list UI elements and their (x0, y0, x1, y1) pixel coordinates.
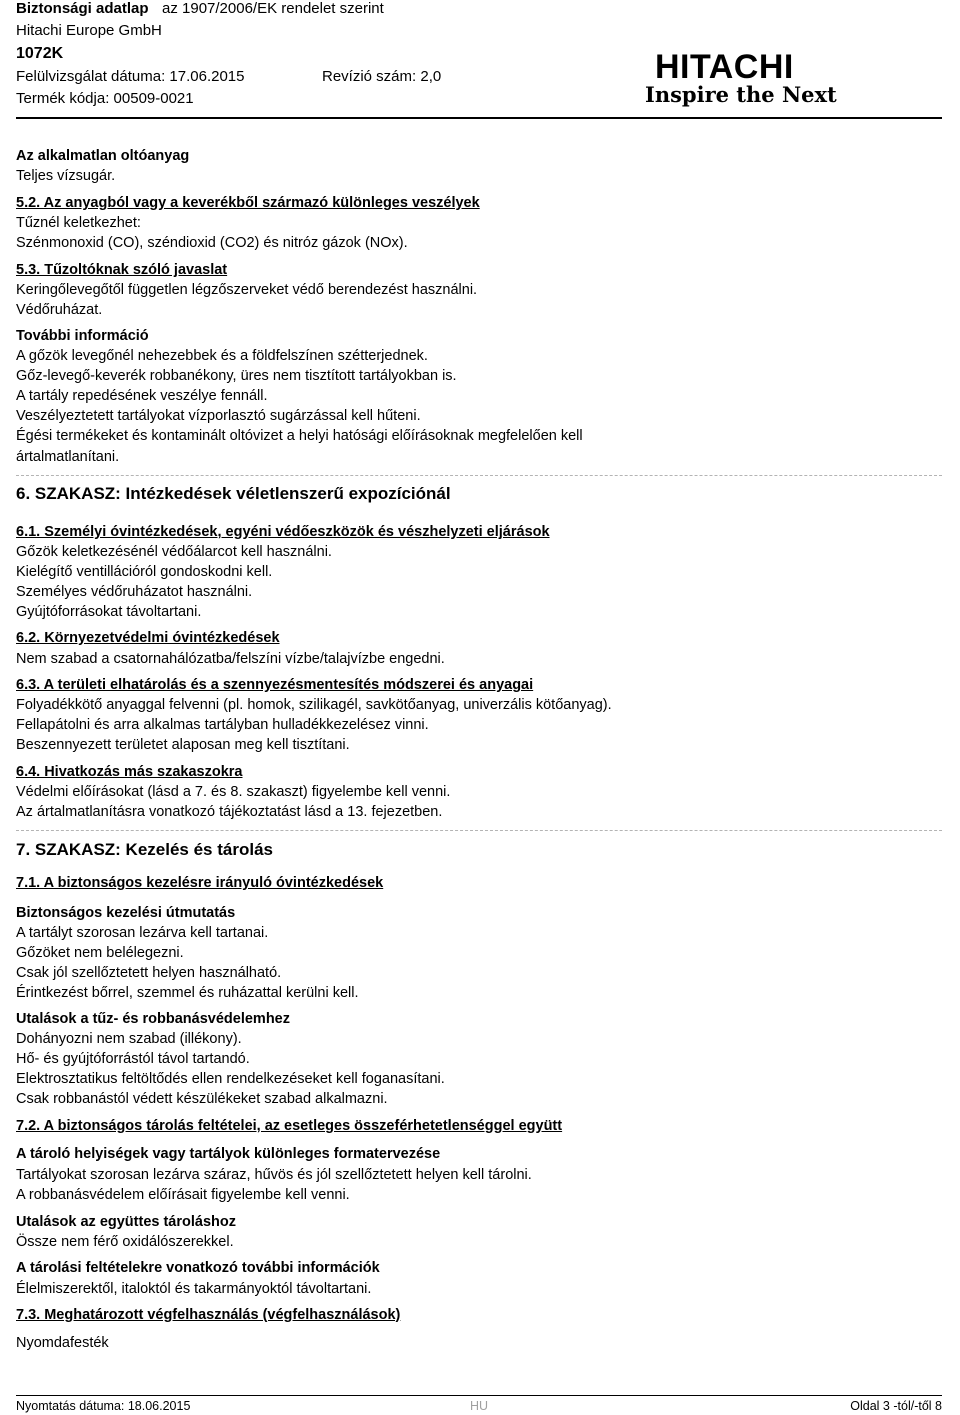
text-line: Élelmiszerektől, italoktól és takarmányoktól távoltartani. (16, 1281, 372, 1297)
heading-further-info: További információ (16, 328, 149, 344)
text-line: Gyújtóforrásokat távoltartani. (16, 604, 202, 620)
text-line: Hő- és gyújtóforrástól távol tartandó. (16, 1051, 250, 1067)
section-6-title: 6. SZAKASZ: Intézkedések véletlenszerű expozíciónál (16, 484, 451, 503)
review-date: Felülvizsgálat dátuma: 17.06.2015 (16, 68, 245, 85)
subsection-7-3: 7.3. Meghatározott végfelhasználás (végfelhasználások) (16, 1307, 401, 1323)
text-line: Védelmi előírásokat (lásd a 7. és 8. szakaszt) figyelembe kell venni. (16, 784, 451, 800)
text-line: A robbanásvédelem előírásait figyelembe kell venni. (16, 1187, 350, 1203)
section-divider (16, 830, 942, 831)
text-line: Beszennyezett területet alaposan meg kell tisztítani. (16, 737, 350, 753)
text-line: Elektrosztatikus feltöltődés ellen rendelkezéseket kell foganasítani. (16, 1071, 445, 1087)
hitachi-tagline: Inspire the Next (645, 82, 837, 107)
page-number: Oldal 3 -tól/-től 8 (850, 1399, 942, 1413)
subsection-7-1: 7.1. A biztonságos kezelésre irányuló óvintézkedések (16, 875, 384, 891)
revision-number: Revízió szám: 2,0 (322, 68, 442, 85)
print-date: Nyomtatás dátuma: 18.06.2015 (16, 1399, 191, 1413)
text-line: Nem szabad a csatornahálózatba/felszíni vízbe/talajvízbe engedni. (16, 651, 445, 667)
heading-storage-design: A tároló helyiségek vagy tartályok különleges formatervezése (16, 1146, 441, 1162)
subsection-6-1: 6.1. Személyi óvintézkedések, egyéni védőeszközök és vészhelyzeti eljárások (16, 524, 550, 540)
text-line: Tűznél keletkezhet: (16, 215, 141, 231)
subsection-5-2: 5.2. Az anyagból vagy a keverékből származó különleges veszélyek (16, 195, 480, 211)
company-name: Hitachi Europe GmbH (16, 22, 162, 39)
text-line: Csak robbanástól védett készülékeket szabad alkalmazni. (16, 1091, 388, 1107)
text-line: Gőzöket nem belélegezni. (16, 945, 184, 961)
text-line: Gőz-levegő-keverék robbanékony, üres nem tisztított tartályokban is. (16, 368, 457, 384)
text-line: Össze nem férő oxidálószerekkel. (16, 1234, 234, 1250)
section-divider (16, 475, 942, 476)
text-line: Dohányozni nem szabad (illékony). (16, 1031, 242, 1047)
product-code: Termék kódja: 00509-0021 (16, 90, 194, 107)
text-line: Az ártalmatlanításra vonatkozó tájékoztatást lásd a 13. fejezetben. (16, 804, 443, 820)
product-name: 1072K (16, 45, 64, 62)
text-line: Tartályokat szorosan lezárva száraz, hűvös és jól szellőztetett helyen kell tárolni. (16, 1167, 532, 1183)
section-7-title: 7. SZAKASZ: Kezelés és tárolás (16, 840, 273, 859)
subsection-6-2: 6.2. Környezetvédelmi óvintézkedések (16, 630, 280, 646)
subsection-5-3: 5.3. Tűzoltóknak szóló javaslat (16, 262, 228, 278)
text-line: Nyomdafesték (16, 1335, 109, 1351)
hitachi-logo: HITACHI (655, 48, 794, 86)
text-line: Veszélyeztetett tartályokat vízporlasztó sugárzással kell hűteni. (16, 408, 421, 424)
document-title: Biztonsági adatlap (16, 0, 149, 17)
text-line: Folyadékkötő anyaggal felvenni (pl. homok, szilikagél, savkötőanyag, univerzális kötőanyag). (16, 697, 612, 713)
text-line: Gőzök keletkezésénél védőálarcot kell használni. (16, 544, 332, 560)
text-line: A tartályt szorosan lezárva kell tartanai. (16, 925, 269, 941)
subsection-6-3: 6.3. A területi elhatárolás és a szennyezésmentesítés módszerei és anyagai (16, 677, 534, 693)
text-line: Kielégítő ventillációról gondoskodni kell. (16, 564, 273, 580)
text-line: Teljes vízsugár. (16, 168, 116, 184)
heading-safe-handling: Biztonságos kezelési útmutatás (16, 905, 236, 921)
heading-storage-info: A tárolási feltételekre vonatkozó további információk (16, 1260, 380, 1276)
heading-unsuitable-extinguisher: Az alkalmatlan oltóanyag (16, 148, 190, 164)
regulation-text: az 1907/2006/EK rendelet szerint (162, 0, 384, 17)
text-line: Fellapátolni és arra alkalmas tartályban hulladékkezelésez vinni. (16, 717, 429, 733)
text-line: ártalmatlanítani. (16, 449, 120, 465)
language-code: HU (470, 1399, 489, 1413)
header-rule (16, 117, 942, 119)
text-line: Szénmonoxid (CO), széndioxid (CO2) és nitróz gázok (NOx). (16, 235, 408, 251)
text-line: Égési termékeket és kontaminált oltóvizet a helyi hatósági előírásoknak megfelelően kell (16, 428, 583, 444)
text-line: Védőruházat. (16, 302, 103, 318)
text-line: Személyes védőruházatot használni. (16, 584, 253, 600)
heading-fire-protection: Utalások a tűz- és robbanásvédelemhez (16, 1011, 290, 1027)
text-line: Csak jól szellőztetett helyen használható. (16, 965, 282, 981)
subsection-7-2: 7.2. A biztonságos tárolás feltételei, az esetleges összeférhetetlenséggel együtt (16, 1118, 563, 1134)
text-line: A gőzök levegőnél nehezebbek és a földfelszínen szétterjednek. (16, 348, 428, 364)
subsection-6-4: 6.4. Hivatkozás más szakaszokra (16, 764, 243, 780)
text-line: Keringőlevegőtől független légzőszerveket védő berendezést használni. (16, 282, 478, 298)
footer-rule (16, 1395, 942, 1396)
heading-joint-storage: Utalások az együttes tároláshoz (16, 1214, 236, 1230)
text-line: A tartály repedésének veszélye fennáll. (16, 388, 268, 404)
text-line: Érintkezést bőrrel, szemmel és ruházattal kerülni kell. (16, 985, 359, 1001)
